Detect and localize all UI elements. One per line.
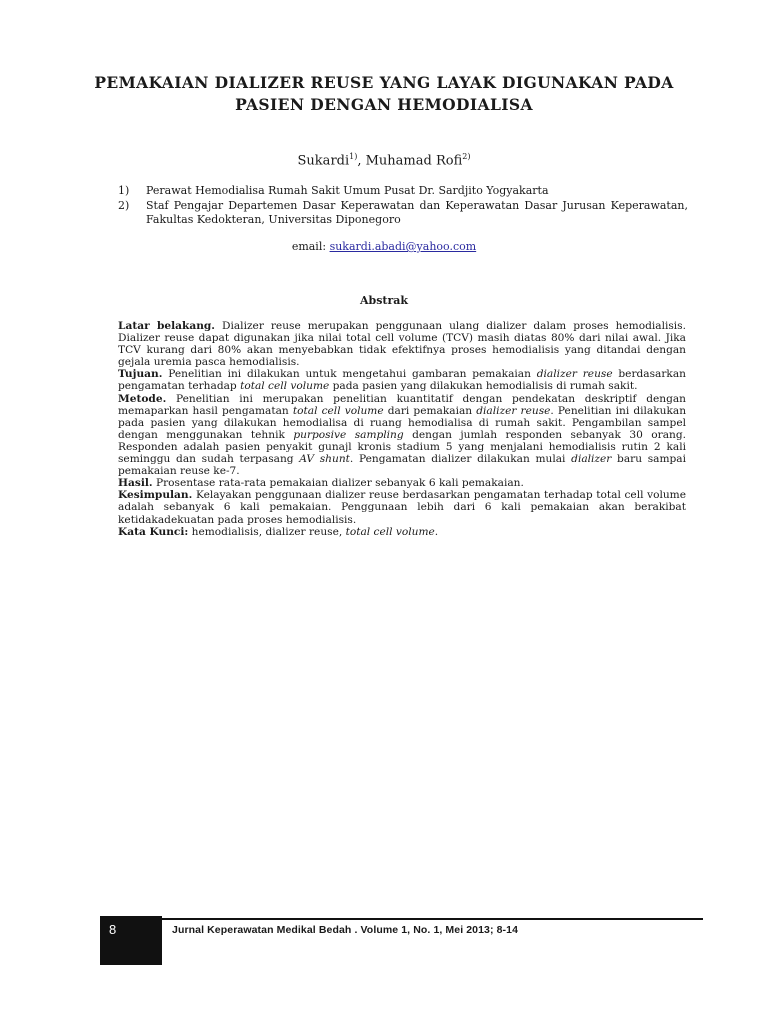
affiliation-item — [118, 184, 688, 199]
affiliation-text: Perawat Hemodialisa Rumah Sakit Umum Pusat Dr. Sardjito Yogyakarta — [146, 184, 549, 197]
section-label: Kesimpulan. — [118, 489, 193, 502]
journal-citation: Jurnal Keperawatan Medikal Bedah . Volume 1, No. 1, Mei 2013; 8-14 — [172, 924, 519, 936]
title-line-2: PASIEN DENGAN HEMODIALISA — [235, 95, 533, 114]
section-label: Latar belakang. — [118, 320, 215, 332]
abstract-keywords: Kata Kunci: hemodialisis, dializer reuse, total cell volume. — [118, 525, 439, 538]
author-line — [0, 152, 768, 168]
page-number: 8 — [109, 922, 117, 937]
section-label: Tujuan. — [118, 368, 163, 381]
affiliation-number: 1) — [118, 184, 130, 197]
abstract-conclusion: Kesimpulan. Kelayakan penggunaan dializer reuse berdasarkan pengamatan terhadap total cell volume adalah sebanyak 6 kali pemakaian. Penggunaan lebih dari 6 kali pemakaian akan berakibat ketidakadekuatan pada proses hemodialisis. — [118, 489, 686, 526]
abstract-background: Latar belakang. Dializer reuse merupakan penggunaan ulang dializer dalam proses hemodialisis. Dializer reuse dapat digunakan jika nilai total cell volume (TCV) masih diatas 80% dari nilai awal. Jika TCV kurang dari 80% akan menyebabkan tidak efektifnya proses hemodialisis yang ditandai dengan gejala uremia pasca hemodialisis. — [118, 320, 686, 369]
abstract-method: Metode. Penelitian ini merupakan penelitian kuantitatif dengan pendekatan deskriptif dengan memaparkan hasil pengamatan total cell volume dari pemakaian dializer reuse. Penelitian ini dilakukan pada pasien yang dilakukan hemodialisa di ruang hemodialisa di rumah sakit. Pengambilan sampel dengan menggunakan tehnik purposive sampling dengan jumlah responden sebanyak 30 orang. Responden adalah pasien penyakit gunajl kronis stadium 5 yang menjalani hemodialisis rutin 2 kali seminggu dan sudah terpasang AV shunt. Pengamatan dializer dilakukan mulai dializer baru sampai pemakaian reuse ke-7. — [118, 392, 687, 478]
affiliation-list — [118, 184, 688, 228]
author-affil-mark-1: 1) — [349, 152, 358, 161]
author-name-1: Sukardi — [297, 153, 350, 169]
section-label: Hasil. — [118, 477, 153, 490]
paper-title — [60, 72, 708, 116]
abstract-results: Hasil. Prosentase rata-rata pemakaian dializer sebanyak 6 kali pemakaian. — [118, 477, 524, 490]
email-label: email: — [291, 240, 330, 253]
abstract-body — [118, 320, 686, 538]
affiliation-text: Staf Pengajar Departemen Dasar Keperawatan dan Keperawatan Dasar Jurusan Keperawatan, Fakultas Kedokteran, Universitas Diponegoro — [146, 198, 688, 226]
title-line-1: PEMAKAIAN DIALIZER REUSE YANG LAYAK DIGUNAKAN PADA — [94, 73, 674, 92]
email-link[interactable]: sukardi.abadi@yahoo.com — [329, 240, 477, 253]
page-number-box — [100, 916, 162, 965]
section-label: Kata Kunci: — [118, 525, 189, 538]
affiliation-number: 2) — [118, 198, 130, 212]
abstract-objective: Tujuan. Penelitian ini dilakukan untuk mengetahui gambaran pemakaian dializer reuse berdasarkan pengamatan terhadap total cell volume pada pasien yang dilakukan hemodialisis di rumah sakit. — [118, 368, 686, 393]
affiliation-item — [118, 199, 688, 228]
abstract-heading: Abstrak — [359, 294, 409, 307]
contact-email — [0, 240, 768, 253]
section-label: Metode. — [118, 392, 167, 405]
author-name-2: Muhamad Rofi — [365, 153, 463, 169]
footer-divider — [162, 918, 703, 920]
author-separator: , — [357, 153, 366, 169]
author-affil-mark-2: 2) — [462, 152, 471, 161]
